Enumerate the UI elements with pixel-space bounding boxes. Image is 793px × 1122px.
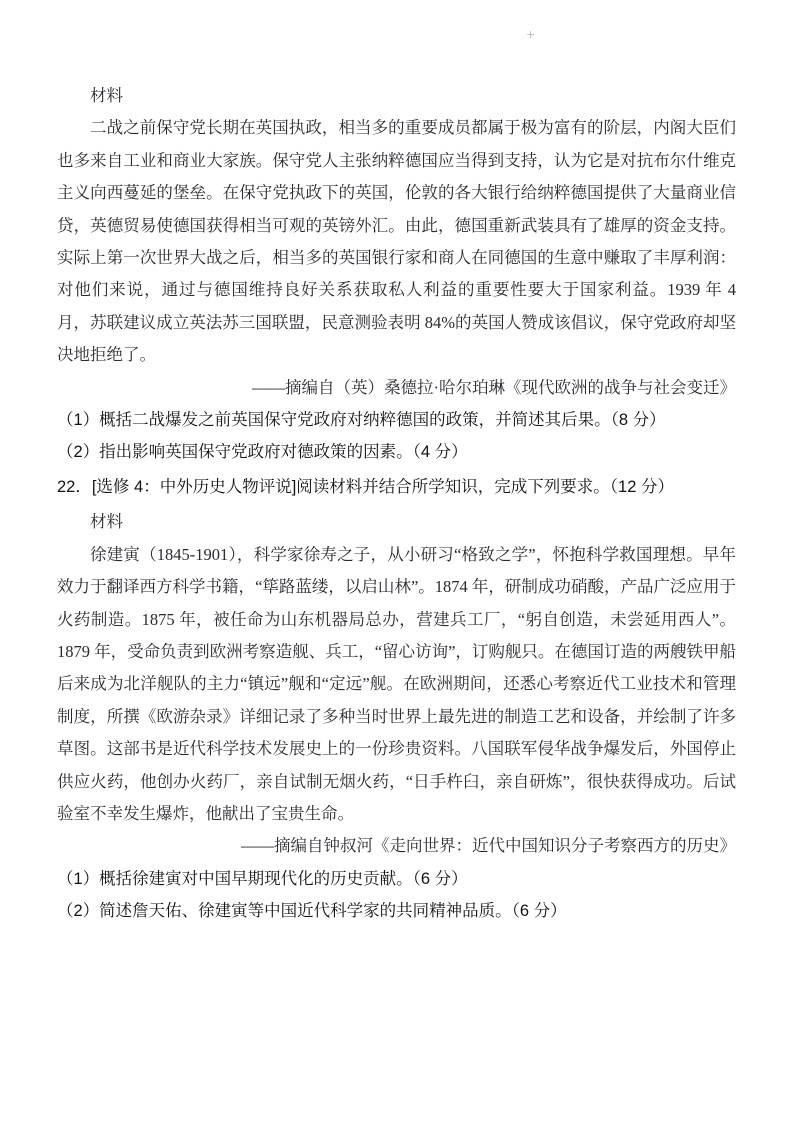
- q22-header: 22．[选修 4：中外历史人物评说]阅读材料并结合所学知识，完成下列要求。（12 分）: [57, 477, 674, 496]
- q22-material-paragraph: 徐建寅（1845-1901），科学家徐寿之子，从小研习“格致之学”，怀抱科学救国理想。早年效力于翻译西方科学书籍，“筚路蓝缕，以启山林”。1874 年，研制成功硝酸，产品广泛应用于火药制造。1875 年，被任命为山东机器局总办，营建兵工厂，“躬自创造，未尝延用西人”。1879 年，受命负责到欧洲考察造舰、兵工，“留心访询”，订购舰只。在德国订造的两艘铁甲船后来成为北洋舰队的主力“镇远”舰和“定远”舰。在欧洲期间，还悉心考察近代工业技术和管理制度，所撰《欧游杂录》详细记录了多种当时世界上最先进的制造工艺和设备，并绘制了许多草图。这部书是近代科学技术发展史上的一份珍贵资料。八国联军侵华战争爆发后，外国停止供应火药，他创办火药厂，亲自试制无烟火药，“日手杵臼，亲自研炼”，很快获得成功。后试验室不幸发生爆炸，他献出了宝贵生命。: [57, 544, 736, 823]
- q22-sub-question-1: （1）概括徐建寅对中国早期现代化的历史贡献。（6 分）: [57, 869, 468, 888]
- question-22-section: [57, 471, 736, 928]
- registration-mark: +: [526, 28, 536, 41]
- q22-source-citation: ——摘编自钟叔河《走向世界：近代中国知识分子考察西方的历史》: [241, 836, 736, 856]
- q21-material-label: 材料: [90, 86, 123, 105]
- question-21-section: [57, 80, 736, 469]
- q22-sub-question-2: （2）简述詹天佑、徐建寅等中国近代科学家的共同精神品质。（6 分）: [57, 902, 567, 921]
- q21-material-paragraph: 二战之前保守党长期在英国执政，相当多的重要成员都属于极为富有的阶层，内阁大臣们也多来自工业和商业大家族。保守党人主张纳粹德国应当得到支持，认为它是对抗布尔什维克主义向西蔓延的堡垒。在保守党执政下的英国，伦敦的各大银行给纳粹德国提供了大量商业信贷，英德贸易使德国获得相当可观的英镑外汇。由此，德国重新武装具有了雄厚的资金支持。实际上第一次世界大战之后，相当多的英国银行家和商人在同德国的生意中赚取了丰厚利润：对他们来说，通过与德国维持良好关系获取私人利益的重要性要大于国家利益。1939 年 4 月，苏联建议成立英法苏三国联盟，民意测验表明 84%的英国人赞成该倡议，保守党政府却坚决地拒绝了。: [57, 118, 736, 365]
- page-content: [57, 80, 736, 928]
- q22-material-label: 材料: [90, 512, 123, 532]
- q21-sub-question-1: （1）概括二战爆发之前英国保守党政府对纳粹德国的政策，并简述其后果。（8 分）: [57, 411, 666, 430]
- q21-source-citation: ——摘编自（英）桑德拉·哈尔珀琳《现代欧洲的战争与社会变迁》: [252, 377, 736, 397]
- q21-sub-question-2: （2）指出影响英国保守党政府对德政策的因素。（4 分）: [57, 443, 468, 462]
